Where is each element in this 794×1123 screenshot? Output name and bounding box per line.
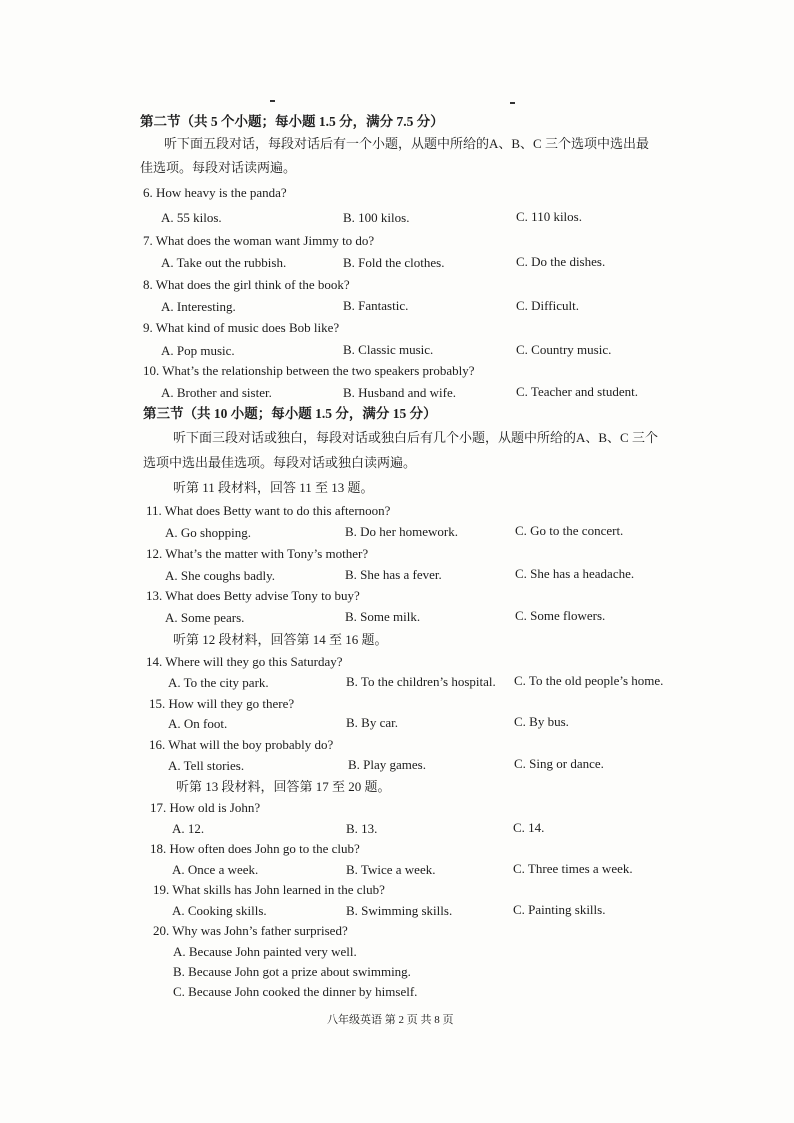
scan-mark <box>270 100 275 102</box>
section3-instruction-cont: 选项中选出最佳选项。每段对话或独白读两遍。 <box>143 455 417 470</box>
question-stem: 18. How often does John go to the club? <box>150 841 360 856</box>
page-footer: 八年级英语 第 2 页 共 8 页 <box>327 1014 454 1026</box>
section2-instruction: 听下面五段对话，每段对话后有一个小题，从题中所给的A、B、C 三个选项中选出最 <box>164 136 649 151</box>
material-direction: 听第 12 段材料，回答第 14 至 16 题。 <box>173 632 388 647</box>
question-stem: 9. What kind of music does Bob like? <box>143 320 340 335</box>
option-b: B. Twice a week. <box>346 862 436 877</box>
option-a: A. Brother and sister. <box>161 385 272 400</box>
option-c: C. Sing or dance. <box>514 756 604 771</box>
option-b: B. Because John got a prize about swimming. <box>173 964 411 979</box>
option-b: B. Husband and wife. <box>343 385 457 400</box>
option-c: C. Go to the concert. <box>515 523 624 538</box>
material-direction: 听第 13 段材料，回答第 17 至 20 题。 <box>176 779 391 794</box>
option-c: C. Painting skills. <box>513 902 606 917</box>
option-b: B. 100 kilos. <box>343 210 410 225</box>
question-stem: 20. Why was John’s father surprised? <box>153 923 348 938</box>
option-c: C. Do the dishes. <box>516 254 606 269</box>
option-b: B. Some milk. <box>345 609 421 624</box>
option-b: B. By car. <box>346 715 398 730</box>
option-a: A. She coughs badly. <box>165 568 276 583</box>
question-stem: 17. How old is John? <box>150 800 261 815</box>
option-a: A. 55 kilos. <box>161 210 222 225</box>
option-a: A. Interesting. <box>161 299 236 314</box>
option-b: B. Do her homework. <box>345 524 459 539</box>
option-a: A. Cooking skills. <box>172 903 267 918</box>
option-c: C. Because John cooked the dinner by himself. <box>173 984 418 999</box>
option-c: C. 110 kilos. <box>516 209 582 224</box>
option-c: C. 14. <box>513 820 545 835</box>
option-a: A. Once a week. <box>172 862 259 877</box>
question-stem: 16. What will the boy probably do? <box>149 737 334 752</box>
question-stem: 14. Where will they go this Saturday? <box>146 654 343 669</box>
option-a: A. Because John painted very well. <box>173 944 357 959</box>
option-a: A. Pop music. <box>161 343 235 358</box>
option-b: B. Swimming skills. <box>346 903 453 918</box>
option-c: C. Country music. <box>516 342 612 357</box>
option-c: C. Teacher and student. <box>516 384 638 399</box>
section2-instruction-cont: 佳选项。每段对话读两遍。 <box>140 160 297 175</box>
option-c: C. To the old people’s home. <box>514 673 664 688</box>
question-stem: 15. How will they go there? <box>149 696 295 711</box>
question-stem: 13. What does Betty advise Tony to buy? <box>146 588 360 603</box>
option-b: B. Fantastic. <box>343 298 409 313</box>
option-a: A. Some pears. <box>165 610 245 625</box>
question-stem: 8. What does the girl think of the book? <box>143 277 350 292</box>
question-stem: 6. How heavy is the panda? <box>143 185 287 200</box>
option-b: B. 13. <box>346 821 378 836</box>
option-a: A. Tell stories. <box>168 758 245 773</box>
option-c: C. She has a headache. <box>515 566 635 581</box>
option-b: B. To the children’s hospital. <box>346 674 496 689</box>
option-a: A. Take out the rubbish. <box>161 255 287 270</box>
scan-mark <box>510 102 515 104</box>
question-stem: 12. What’s the matter with Tony’s mother? <box>146 546 369 561</box>
option-a: A. To the city park. <box>168 675 269 690</box>
option-c: C. By bus. <box>514 714 569 729</box>
section3-title: 第三节（共 10 小题；每小题 1.5 分，满分 15 分） <box>143 406 437 421</box>
option-a: A. Go shopping. <box>165 525 251 540</box>
question-stem: 11. What does Betty want to do this afternoon? <box>146 503 391 518</box>
option-b: B. Classic music. <box>343 342 434 357</box>
material-direction: 听第 11 段材料，回答 11 至 13 题。 <box>173 480 374 495</box>
question-stem: 10. What’s the relationship between the two speakers probably? <box>143 363 475 378</box>
option-a: A. On foot. <box>168 716 228 731</box>
option-c: C. Some flowers. <box>515 608 606 623</box>
option-c: C. Three times a week. <box>513 861 633 876</box>
question-stem: 19. What skills has John learned in the club? <box>153 882 385 897</box>
option-a: A. 12. <box>172 821 205 836</box>
option-c: C. Difficult. <box>516 298 579 313</box>
section3-instruction: 听下面三段对话或独白，每段对话或独白后有几个小题，从题中所给的A、B、C 三个 <box>173 430 658 445</box>
option-b: B. She has a fever. <box>345 567 442 582</box>
question-stem: 7. What does the woman want Jimmy to do? <box>143 233 375 248</box>
option-b: B. Play games. <box>348 757 426 772</box>
section2-title: 第二节（共 5 个小题；每小题 1.5 分，满分 7.5 分） <box>140 114 444 129</box>
option-b: B. Fold the clothes. <box>343 255 445 270</box>
